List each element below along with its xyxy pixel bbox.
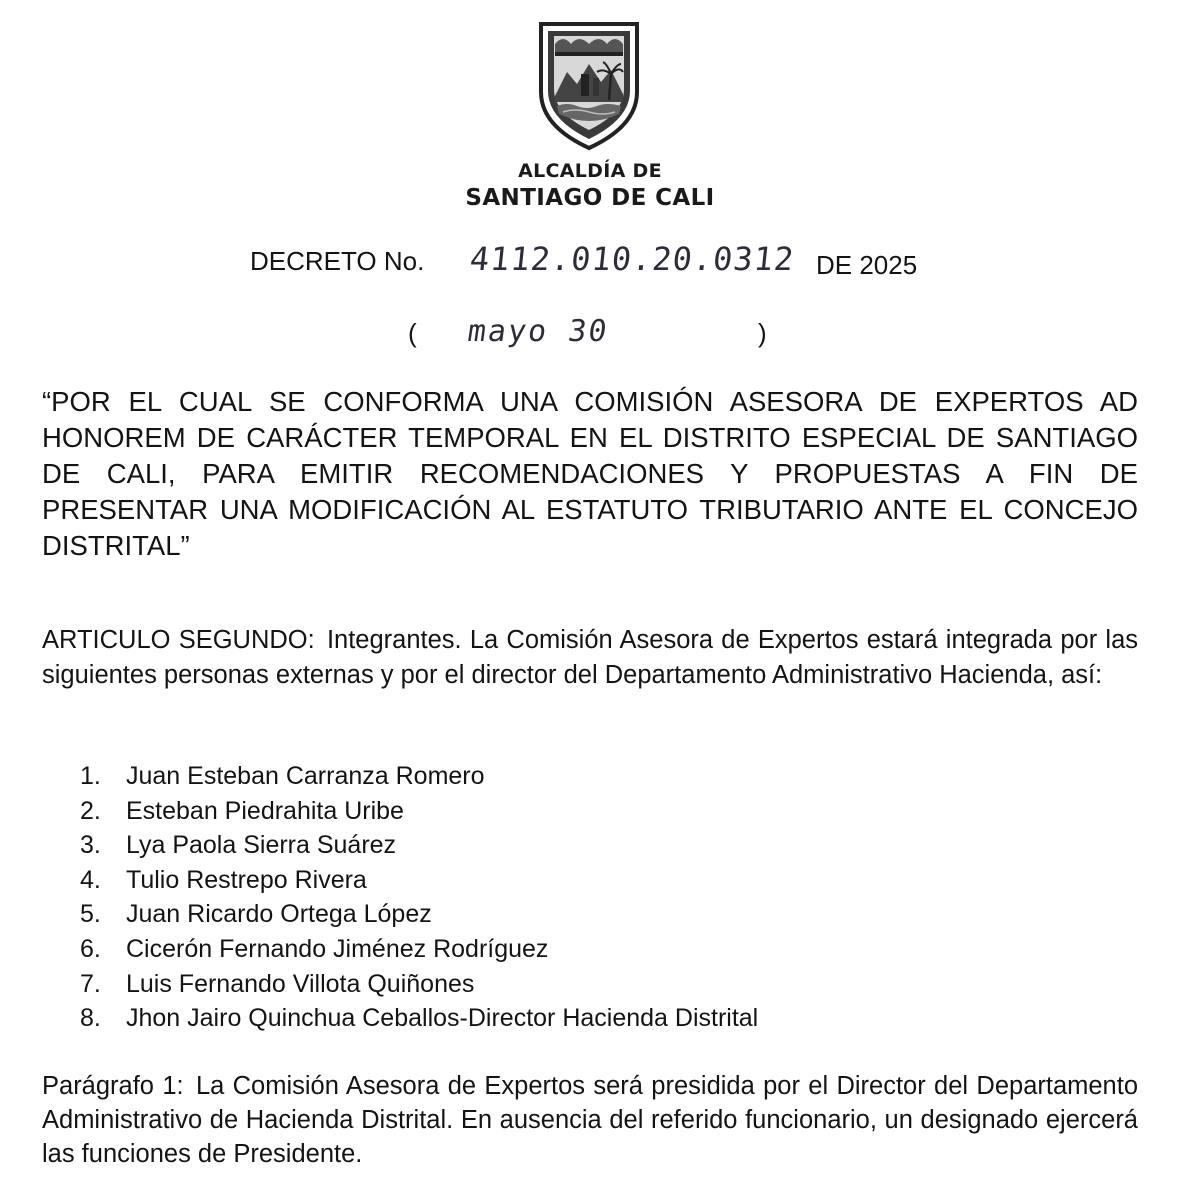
- paragrafo-1: [42, 1069, 1138, 1171]
- date-paren-open: (: [408, 318, 417, 348]
- list-item: [80, 863, 980, 898]
- decree-title: “POR EL CUAL SE CONFORMA UNA COMISIÓN ASESORA DE EXPERTOS AD HONOREM DE CARÁCTER TEMPORAL EN EL DISTRITO ESPECIAL DE SANTIAGO DE CALI, PARA EMITIR RECOMENDACIONES Y PROPUESTAS A FIN DE PRESENTAR UNA MODIFICACIÓN AL ESTATUTO TRIBUTARIO ANTE EL CONCEJO DISTRITAL”: [42, 386, 1138, 561]
- city-coat-of-arms-icon: [533, 14, 645, 154]
- list-item-number: 2.: [80, 796, 101, 825]
- list-item: [80, 897, 980, 932]
- list-item: [80, 967, 980, 1002]
- paragraph-text: La Comisión Asesora de Expertos será presidida por el Director del Departamento Administrativo de Hacienda Distrital. En ausencia del referido funcionario, un designado ejercerá las funciones de Presidente.: [42, 1072, 1139, 1168]
- entity-name-line2: SANTIAGO DE CALI: [465, 185, 715, 211]
- list-item: [80, 794, 980, 829]
- members-list: [80, 759, 980, 1036]
- list-item-number: 7.: [80, 969, 101, 998]
- list-item-number: 4.: [80, 865, 101, 894]
- decree-label: DECRETO No.: [250, 246, 425, 276]
- list-item-name: Cicerón Fernando Jiménez Rodríguez: [126, 934, 549, 963]
- list-item-name: Juan Esteban Carranza Romero: [126, 762, 485, 790]
- list-item-number: 5.: [80, 900, 101, 929]
- list-item-number: 6.: [80, 934, 101, 963]
- paragraph-label: Parágrafo 1:: [42, 1072, 184, 1100]
- list-item: [80, 828, 980, 863]
- decree-year: DE 2025: [816, 250, 918, 280]
- date-paren-close: ): [758, 318, 767, 348]
- article-text: Integrantes. La Comisión Asesora de Expertos estará integrada por las siguientes personas externas y por el director del Departamento Administrativo Hacienda, así:: [42, 626, 1138, 689]
- list-item-name: Lya Paola Sierra Suárez: [126, 831, 397, 860]
- decree-number-handwritten: 4112.010.20.0312: [468, 240, 797, 278]
- list-item: [80, 759, 980, 794]
- list-item-name: Juan Ricardo Ortega López: [126, 900, 432, 929]
- list-item-number: 3.: [80, 831, 101, 860]
- list-item-name: Luis Fernando Villota Quiñones: [126, 969, 475, 998]
- list-item: [80, 932, 980, 967]
- list-item: [80, 1001, 980, 1036]
- list-item-number: 8.: [80, 1004, 101, 1033]
- list-item-name: Tulio Restrepo Rivera: [126, 865, 367, 894]
- article-label: ARTICULO SEGUNDO:: [42, 626, 315, 654]
- entity-name-line1: ALCALDÍA DE: [518, 160, 662, 182]
- decree-date-handwritten: mayo 30: [465, 314, 611, 349]
- list-item-name: Esteban Piedrahita Uribe: [126, 796, 404, 825]
- article-segundo: [42, 623, 1138, 693]
- list-item-number: 1.: [80, 762, 101, 790]
- list-item-name: Jhon Jairo Quinchua Ceballos-Director Hacienda Distrital: [126, 1004, 759, 1033]
